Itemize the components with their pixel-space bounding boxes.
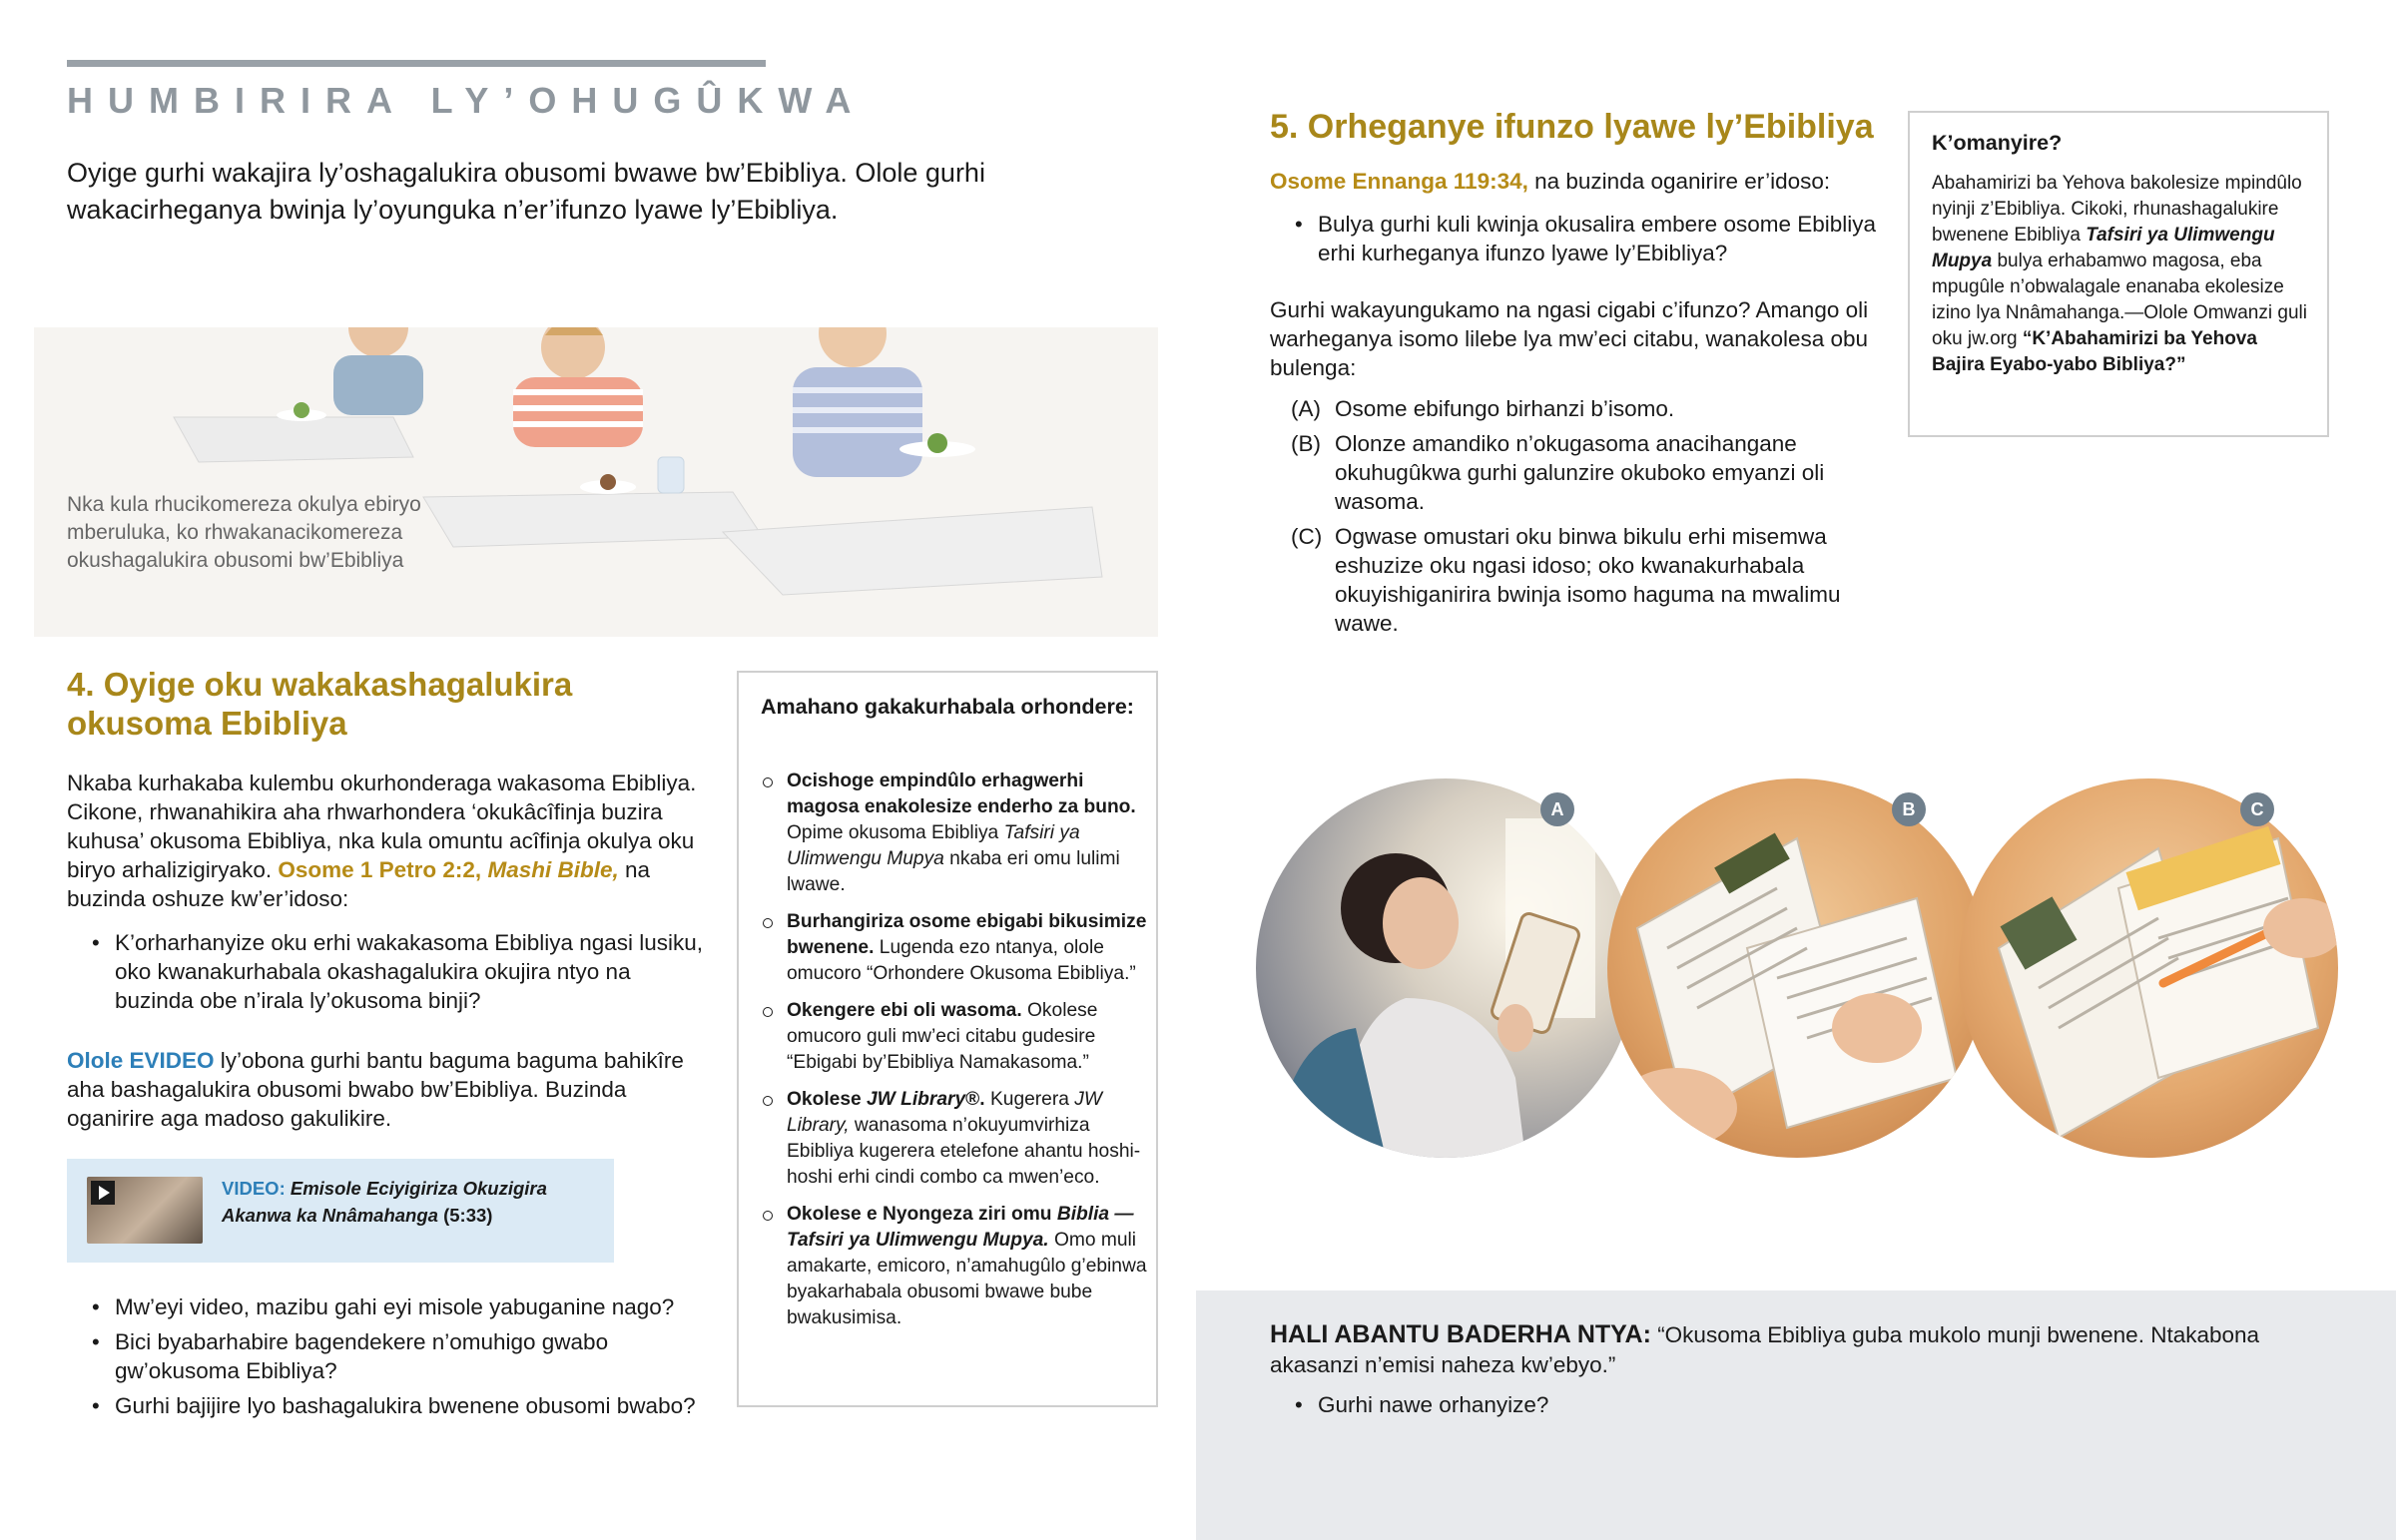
- tip-text: Omo muli amakarte, emicoro, n’amahugûlo g’ebinwa byakarhabala obusomi bwawe bube bwakusimisa.: [787, 1230, 1147, 1328]
- tips-title: Amahano gakakurhabala orhondere:: [761, 695, 1134, 719]
- image-badge-b: B: [1892, 792, 1926, 826]
- step-text: Olonze amandiko n’okugasoma anacihangane okuhugûkwa gurhi galunzire okuboko emyanzi oli wasoma.: [1335, 431, 1825, 514]
- tip-text: Okolese omucoro guli mw’eci citabu gudesire “Ebigabi by’Ebibliya Namakasoma.”: [787, 1000, 1098, 1073]
- illustration-caption: Nka kula rhucikomereza okulya ebiryo mberuluka, ko rhwakanacikomereza okushagalukira obusomi bw’Ebibliya: [67, 493, 421, 572]
- tip-heading: Okolese e Nyongeza ziri omu: [787, 1204, 1057, 1225]
- tip-tail: nkaba eri omu lulimi lwawe.: [787, 848, 1120, 895]
- tip-item: [761, 769, 1148, 898]
- girl-reading-phone-illustration: [1256, 778, 1635, 1158]
- quote-questions: [1270, 1390, 1909, 1425]
- tips-sidebar: [737, 671, 1158, 1407]
- section-5-text: na buzinda oganirire er’idoso:: [1527, 169, 1831, 194]
- scripture-link-1-petro[interactable]: [278, 857, 618, 882]
- reading-book-image: [1607, 778, 1987, 1158]
- tip-text: Kugerera: [984, 1089, 1075, 1110]
- video-thumbnail[interactable]: [87, 1177, 203, 1244]
- step-item: [1291, 429, 1870, 516]
- tip-item: [761, 909, 1148, 987]
- eating-boys-illustration: [34, 327, 1158, 637]
- section-top-rule: [67, 60, 766, 67]
- video-intro-paragraph: [67, 1046, 706, 1133]
- know-text-2: bulya erhabamwo magosa, eba mpugûle n’obwalagale enanaba ekolesize izino lya Nnâmahanga.—Olole Omwanzi guli oku jw.org: [1932, 251, 2307, 349]
- list-item: • Mw’eyi video, mazibu gahi eyi misole yabuganine nago?: [67, 1292, 706, 1321]
- marking-book-image: [1959, 778, 2338, 1158]
- section-label: HUMBIRIRA LY’OHUGÛKWA: [67, 80, 867, 121]
- tip-bible-title: Biblia —Tafsiri ya Ulimwengu Mupya.: [787, 1204, 1134, 1251]
- step-text: Ogwase omustari oku binwa bikulu erhi misemwa eshuzize oku ngasi idoso; oko kwanakurhabala okuyishiganirira bwinja isomo haguma na mwalimu wawe.: [1335, 524, 1841, 636]
- step-letter: (A): [1291, 396, 1321, 421]
- list-item: • K’orharhanyize oku erhi wakakasoma Ebibliya ngasi lusiku, oko kwanakurhabala okashagalukira okujira ntyo na buzinda obe n’irala ly’okusoma binji?: [67, 928, 706, 1015]
- did-you-know-box: [1908, 111, 2329, 437]
- video-duration: (5:33): [443, 1205, 493, 1226]
- scripture-link-ennanga[interactable]: Osome Ennanga 119:34,: [1270, 169, 1528, 194]
- tip-italic: JW Library,: [787, 1089, 1102, 1136]
- tip-tail: wanasoma n’okuyumvirhiza Ebibliya kugerera etelefone ahantu hoshi-hoshi erhi cindi combo ca mwen’eco.: [787, 1115, 1141, 1188]
- quote-heading: HALI ABANTU BADERHA NTYA:: [1270, 1320, 1651, 1348]
- tip-heading-end: ®.: [965, 1089, 985, 1110]
- hand-with-pen-illustration: [1959, 778, 2338, 1158]
- section-4-text-end: na buzinda oshuze kw’er’idoso:: [67, 857, 651, 911]
- step-text: Osome ebifungo birhanzi b’isomo.: [1335, 396, 1675, 421]
- tip-item: [761, 998, 1148, 1076]
- section-4-questions: [67, 928, 706, 1021]
- know-article-link[interactable]: “K’Abahamirizi ba Yehova Bajira Eyabo-yabo Bibliya?”: [1932, 328, 2257, 375]
- intro-paragraph: Oyige gurhi wakajira ly’oshagalukira obusomi bwawe bw’Ebibliya. Olole gurhi wakacirheganya bwinja ly’oyunguka n’er’ifunzo lyawe ly’Ebibliya.: [67, 158, 985, 225]
- know-text-1: Abahamirizi ba Yehova bakolesize mpindûlo nyinji z’Ebibliya. Cikoki, rhunashagalukire bwenene Ebibliya: [1932, 173, 2302, 246]
- tips-list: [761, 769, 1148, 1342]
- tip-text: Lugenda ezo ntanya, olole omucoro “Orhondere Okusoma Ebibliya.”: [787, 937, 1136, 984]
- video-intro-text: ly’obona gurhi bantu baguma baguma bahikîre aha bashagalukira obusomi bwabo bw’Ebibliya. Buzinda oganirire aga madoso gakulikire.: [67, 1048, 684, 1131]
- list-item: • Bulya gurhi kuli kwinja okusalira embere osome Ebibliya erhi kurheganya ifunzo lyawe ly’Ebibliya?: [1270, 210, 1889, 267]
- list-item: • Bici byabarhabire bagendekere n’omuhigo gwabo gw’okusoma Ebibliya?: [67, 1327, 706, 1385]
- reading-on-phone-image: [1256, 778, 1635, 1158]
- list-item: • Gurhi nawe orhanyize?: [1270, 1390, 1909, 1419]
- section-4-paragraph: [67, 769, 706, 913]
- tip-item: [761, 1202, 1148, 1331]
- section-5-paragraph-2: Gurhi wakayungukamo na ngasi cigabi c’ifunzo? Amango oli warheganya isomo lilebe lya mw’eci citabu, wanakolesa obu bulenga:: [1270, 297, 1869, 380]
- video-label: VIDEO:: [222, 1178, 286, 1199]
- heading-section-4: 4. Oyige oku wakakashagalukira okusoma Ebibliya: [67, 666, 573, 742]
- tip-item: [761, 1087, 1148, 1191]
- video-card[interactable]: [67, 1159, 614, 1263]
- video-questions: [67, 1292, 706, 1426]
- know-bible-title: Tafsiri ya Ulimwengu Mupya: [1932, 225, 2275, 271]
- video-link[interactable]: Olole EVIDEO: [67, 1048, 215, 1073]
- section-5-paragraph: [1270, 167, 1889, 196]
- list-item: • Gurhi bajijire lyo bashagalukira bwenene obusomi bwabo?: [67, 1391, 706, 1420]
- study-steps: [1291, 394, 1870, 644]
- image-badge-c: C: [2240, 792, 2274, 826]
- video-title: Emisole Eciyigiriza Okuzigira Akanwa ka Nnâmahanga: [222, 1178, 547, 1226]
- eating-illustration: [34, 327, 1158, 637]
- step-letter: (B): [1291, 431, 1321, 456]
- step-item: [1291, 522, 1870, 638]
- bible-version: Mashi Bible,: [487, 857, 619, 882]
- step-item: [1291, 394, 1870, 423]
- tip-heading: Okengere ebi oli wasoma.: [787, 1000, 1022, 1021]
- heading-section-5: 5. Orheganye ifunzo lyawe ly’Ebibliya: [1270, 108, 1874, 146]
- tip-heading: Burhangiriza osome ebigabi bikusimize bwenene.: [787, 911, 1147, 958]
- section-4-text: Nkaba kurhakaba kulembu okurhonderaga wakasoma Ebibliya. Cikone, rhwanahikira aha rhwarhondera ‘okukâcîfinja buzira kuhusa’ okusoma Ebibliya, nka kula omuntu acîfinja okulya oku biryo arhalizigiryako.: [67, 770, 697, 882]
- tip-heading: Okolese: [787, 1089, 867, 1110]
- tip-heading: Ocishoge empindûlo erhagwerhi magosa enakolesize enderho za buno.: [787, 770, 1136, 817]
- tip-text: Opime okusoma Ebibliya: [787, 822, 1004, 843]
- scripture-ref: Osome 1 Petro 2:2,: [278, 857, 482, 882]
- step-letter: (C): [1291, 524, 1323, 549]
- video-title-block: [222, 1175, 601, 1229]
- tip-app-name: JW Library: [867, 1089, 966, 1110]
- quote-text: “Okusoma Ebibliya guba mukolo munji bwenene. Ntakabona akasanzi n’emisi naheza kw’ebyo.”: [1270, 1322, 2260, 1377]
- did-you-know-title: K’omanyire?: [1932, 131, 2063, 155]
- section-5-questions: [1270, 210, 1889, 273]
- quote-paragraph: [1270, 1319, 2308, 1380]
- did-you-know-text: [1932, 171, 2309, 378]
- hands-reading-book-illustration: [1607, 778, 1987, 1158]
- image-badge-a: A: [1540, 792, 1574, 826]
- tip-italic: Tafsiri ya Ulimwengu Mupya: [787, 822, 1080, 869]
- play-icon[interactable]: [91, 1181, 115, 1205]
